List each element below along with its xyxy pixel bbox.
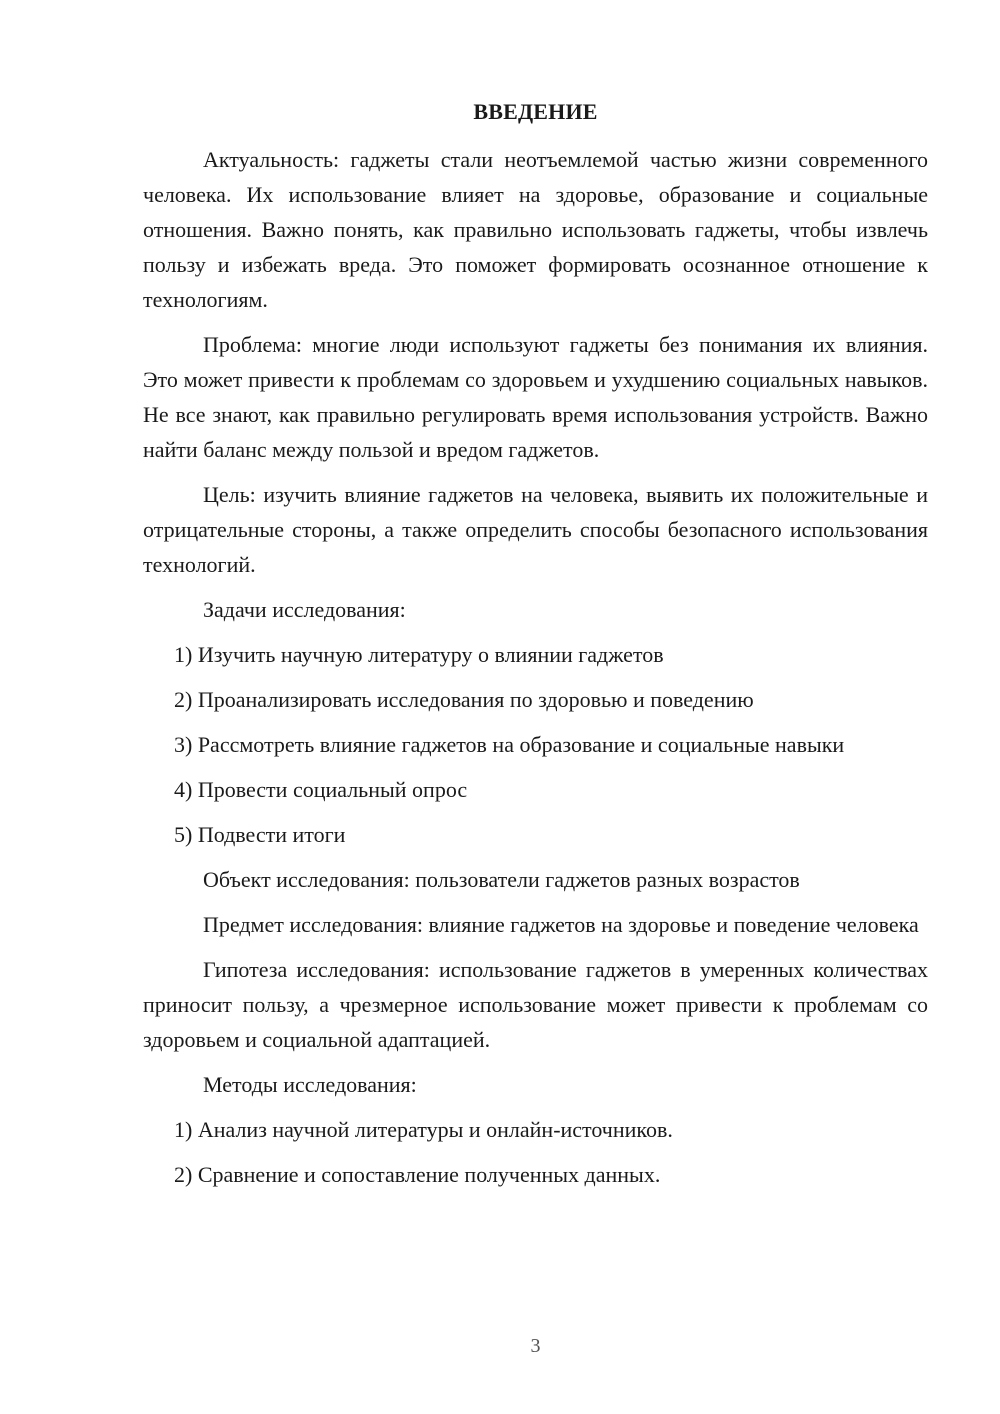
methods-heading: Методы исследования: xyxy=(203,1072,417,1097)
task-item-2: 2) Проанализировать исследования по здоровью и поведению xyxy=(174,687,754,712)
task-item-3: 3) Рассмотреть влияние гаджетов на образование и социальные навыки xyxy=(174,732,845,757)
tasks-heading: Задачи исследования: xyxy=(203,597,406,622)
hypothesis-paragraph: Гипотеза исследования: использование гаджетов в умеренных количествах приносит пользу, а чрезмерное использование может привести к проблемам со здоровьем и социальной адаптацией. xyxy=(143,957,928,1052)
method-item-2: 2) Сравнение и сопоставление полученных данных. xyxy=(174,1162,661,1187)
task-item-1: 1) Изучить научную литературу о влиянии гаджетов xyxy=(174,642,664,667)
document-body xyxy=(143,142,928,1202)
task-item-5: 5) Подвести итоги xyxy=(174,822,346,847)
page-number: 3 xyxy=(530,1335,541,1357)
method-item-1: 1) Анализ научной литературы и онлайн-источников. xyxy=(174,1117,673,1142)
page-title: ВВЕДЕНИЕ xyxy=(473,99,598,124)
goal-paragraph: Цель: изучить влияние гаджетов на человека, выявить их положительные и отрицательные стороны, а также определить способы безопасного использования технологий. xyxy=(143,482,928,577)
task-item-4: 4) Провести социальный опрос xyxy=(174,777,468,802)
relevance-paragraph: Актуальность: гаджеты стали неотъемлемой частью жизни современного человека. Их использование влияет на здоровье, образование и социальные отношения. Важно понять, как правильно использовать гаджеты, чтобы извлечь пользу и избежать вреда. Это поможет формировать осознанное отношение к технологиям. xyxy=(143,147,928,312)
object-paragraph: Объект исследования: пользователи гаджетов разных возрастов xyxy=(203,867,800,892)
subject-paragraph: Предмет исследования: влияние гаджетов на здоровье и поведение человека xyxy=(203,912,919,937)
problem-paragraph: Проблема: многие люди используют гаджеты без понимания их влияния. Это может привести к проблемам со здоровьем и ухудшению социальных навыков. Не все знают, как правильно регулировать время использования устройств. Важно найти баланс между пользой и вредом гаджетов. xyxy=(143,332,928,462)
document-page xyxy=(143,0,928,1414)
